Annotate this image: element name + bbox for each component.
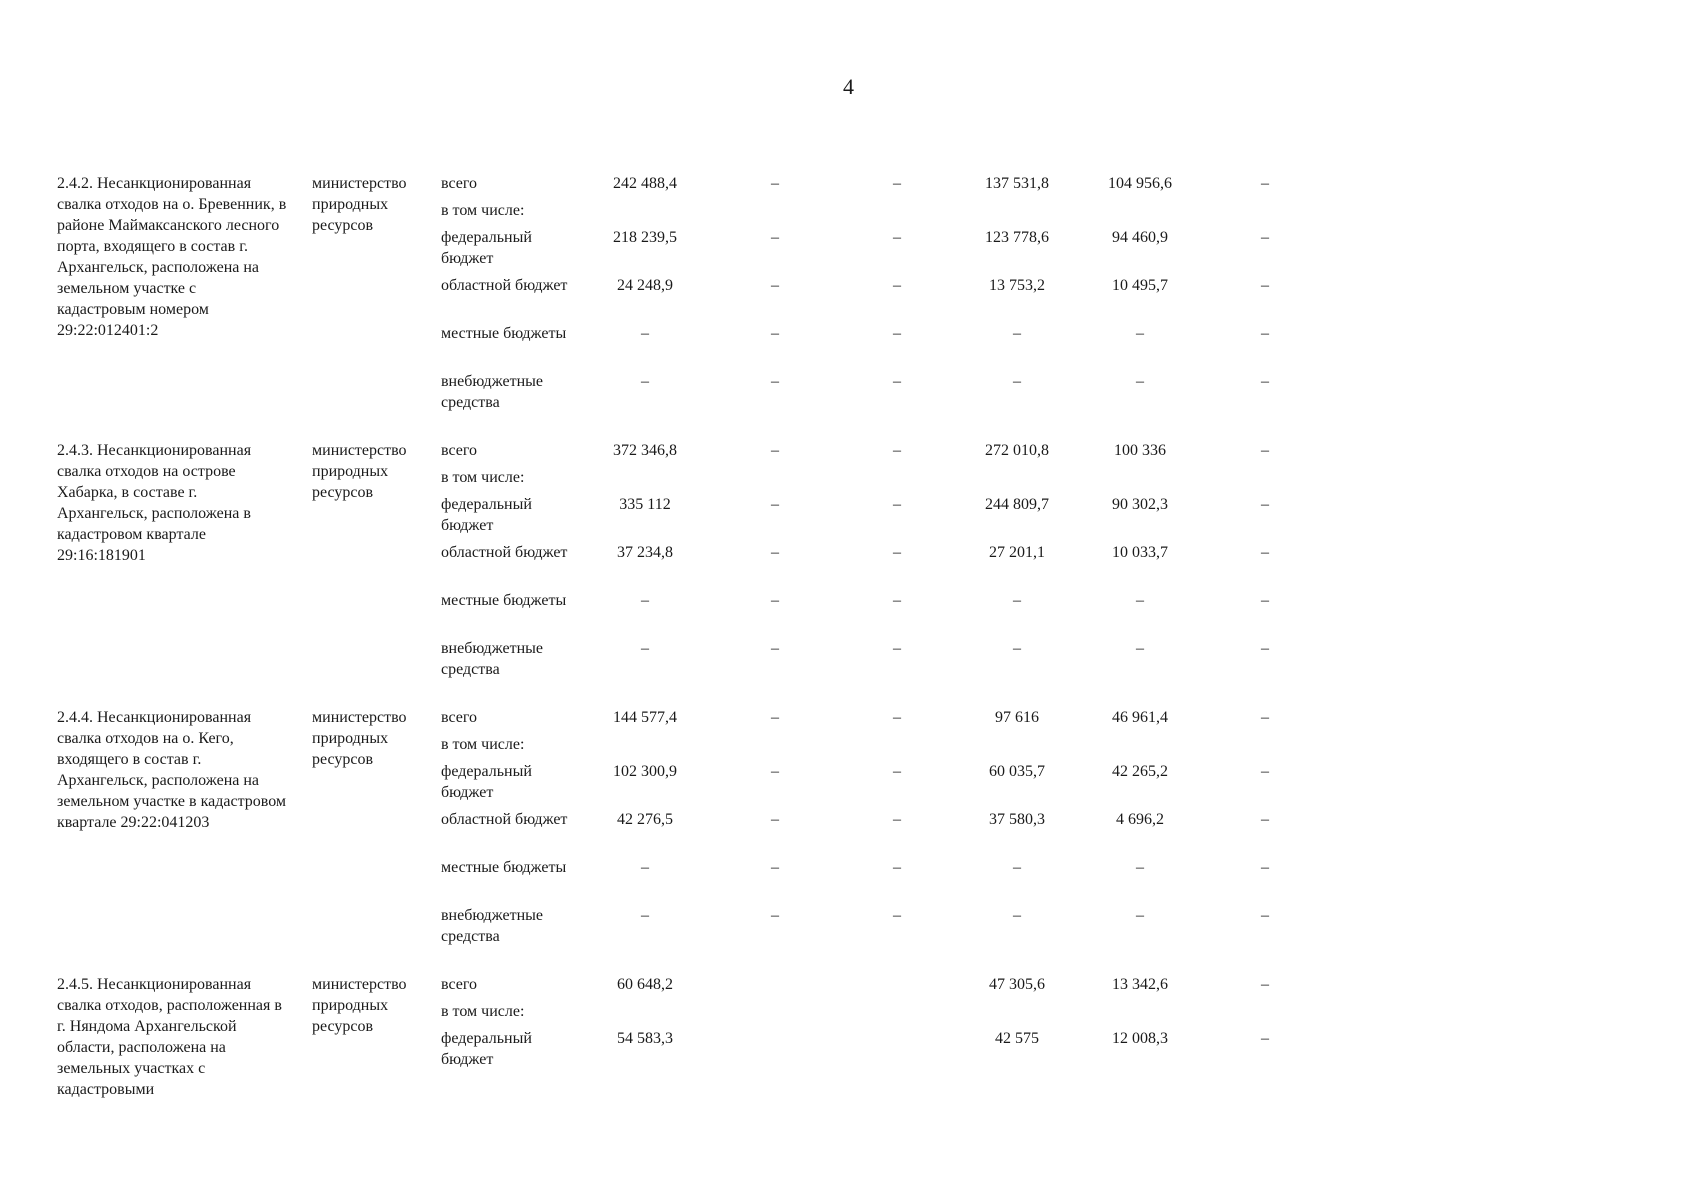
amount-cell: – xyxy=(641,373,649,390)
amount-cell: – xyxy=(893,544,901,561)
amount-cell: 97 616 xyxy=(995,709,1039,726)
amount-cell: – xyxy=(1013,325,1021,342)
amount-cell: 100 336 xyxy=(1114,442,1166,459)
table-row xyxy=(0,1028,1697,1076)
amount-cell: – xyxy=(893,229,901,246)
amount-cell: – xyxy=(1261,592,1269,609)
amount-cell: – xyxy=(893,709,901,726)
executor-cell: министерство природных ресурсов xyxy=(312,175,407,234)
amount-cell: 42 276,5 xyxy=(617,811,673,828)
funding-source: в том числе: xyxy=(441,202,525,219)
amount-cell: – xyxy=(1013,907,1021,924)
amount-cell: – xyxy=(1013,640,1021,657)
amount-cell: 272 010,8 xyxy=(985,442,1049,459)
funding-source: местные бюджеты xyxy=(441,325,567,342)
amount-cell: – xyxy=(1013,373,1021,390)
amount-cell: – xyxy=(893,859,901,876)
amount-cell: 242 488,4 xyxy=(613,175,677,192)
amount-cell: – xyxy=(771,277,779,294)
amount-cell: – xyxy=(771,763,779,780)
amount-cell: – xyxy=(771,640,779,657)
amount-cell: 4 696,2 xyxy=(1116,811,1164,828)
amount-cell: – xyxy=(1261,709,1269,726)
executor-cell: министерство природных ресурсов xyxy=(312,709,407,768)
executor-cell: министерство природных ресурсов xyxy=(312,976,407,1035)
amount-cell: 37 580,3 xyxy=(989,811,1045,828)
amount-cell: – xyxy=(771,229,779,246)
funding-source: всего xyxy=(441,175,478,192)
measure-name: 2.4.3. Несанкционированная свалка отходов на острове Хабарка, в составе г. Архангельск, расположена в кадастровом квартале 29:16:181901 xyxy=(57,442,252,564)
executor-cell: министерство природных ресурсов xyxy=(312,442,407,501)
amount-cell: 13 753,2 xyxy=(989,277,1045,294)
amount-cell: – xyxy=(771,325,779,342)
funding-source: всего xyxy=(441,709,478,726)
amount-cell: – xyxy=(1261,859,1269,876)
amount-cell: – xyxy=(1261,373,1269,390)
amount-cell: 123 778,6 xyxy=(985,229,1049,246)
table-row xyxy=(0,323,1697,371)
amount-cell: – xyxy=(1261,442,1269,459)
funding-source: областной бюджет xyxy=(441,277,568,294)
table-row xyxy=(0,809,1697,857)
amount-cell: – xyxy=(893,592,901,609)
amount-cell: 42 575 xyxy=(995,1030,1039,1047)
amount-cell: – xyxy=(641,325,649,342)
amount-cell: – xyxy=(1136,640,1144,657)
amount-cell: – xyxy=(1261,763,1269,780)
funding-source: федеральный бюджет xyxy=(441,763,532,801)
amount-cell: – xyxy=(641,907,649,924)
funding-source: в том числе: xyxy=(441,469,525,486)
amount-cell: – xyxy=(893,373,901,390)
amount-cell: – xyxy=(893,640,901,657)
table-row xyxy=(0,857,1697,905)
funding-source: внебюджетные средства xyxy=(441,640,543,678)
amount-cell: 10 495,7 xyxy=(1112,277,1168,294)
funding-source: областной бюджет xyxy=(441,811,568,828)
funding-source: местные бюджеты xyxy=(441,859,567,876)
amount-cell: 47 305,6 xyxy=(989,976,1045,993)
table-row xyxy=(0,761,1697,809)
amount-cell: – xyxy=(641,592,649,609)
table-row xyxy=(0,542,1697,590)
amount-cell: – xyxy=(1136,907,1144,924)
amount-cell: – xyxy=(893,325,901,342)
amount-cell: – xyxy=(1261,544,1269,561)
funding-source: федеральный бюджет xyxy=(441,229,532,267)
amount-cell: 27 201,1 xyxy=(989,544,1045,561)
amount-cell: 60 035,7 xyxy=(989,763,1045,780)
amount-cell: 144 577,4 xyxy=(613,709,677,726)
table-row xyxy=(0,371,1697,419)
funding-source: федеральный бюджет xyxy=(441,496,532,534)
amount-cell: – xyxy=(771,859,779,876)
funding-source: областной бюджет xyxy=(441,544,568,561)
measure-name: 2.4.5. Несанкционированная свалка отходов, расположенная в г. Няндома Архангельской области, расположена на земельных участках с кадастровыми xyxy=(57,976,282,1098)
amount-cell: – xyxy=(1261,175,1269,192)
amount-cell: – xyxy=(771,175,779,192)
amount-cell: – xyxy=(893,763,901,780)
funding-source: федеральный бюджет xyxy=(441,1030,532,1068)
amount-cell: – xyxy=(893,496,901,513)
funding-source: внебюджетные средства xyxy=(441,373,543,411)
amount-cell: 104 956,6 xyxy=(1108,175,1172,192)
amount-cell: – xyxy=(641,859,649,876)
amount-cell: – xyxy=(771,544,779,561)
amount-cell: 12 008,3 xyxy=(1112,1030,1168,1047)
measure-name: 2.4.4. Несанкционированная свалка отходов на о. Кего, входящего в состав г. Архангельск, расположена на земельном участке в кадастровом квартале 29:22:041203 xyxy=(57,709,287,831)
amount-cell: – xyxy=(1136,325,1144,342)
amount-cell: 102 300,9 xyxy=(613,763,677,780)
amount-cell: – xyxy=(771,592,779,609)
amount-cell: – xyxy=(893,277,901,294)
amount-cell: – xyxy=(1136,373,1144,390)
funding-source: в том числе: xyxy=(441,736,525,753)
funding-source: всего xyxy=(441,976,478,993)
amount-cell: 13 342,6 xyxy=(1112,976,1168,993)
amount-cell: 372 346,8 xyxy=(613,442,677,459)
amount-cell: – xyxy=(1261,976,1269,993)
amount-cell: – xyxy=(1261,277,1269,294)
amount-cell: – xyxy=(893,175,901,192)
amount-cell: – xyxy=(893,907,901,924)
amount-cell: – xyxy=(1261,811,1269,828)
amount-cell: – xyxy=(893,811,901,828)
table-row xyxy=(0,590,1697,638)
amount-cell: – xyxy=(771,373,779,390)
amount-cell: 42 265,2 xyxy=(1112,763,1168,780)
table-row xyxy=(0,905,1697,953)
table-row xyxy=(0,227,1697,275)
amount-cell: – xyxy=(1136,592,1144,609)
amount-cell: 137 531,8 xyxy=(985,175,1049,192)
funding-source: в том числе: xyxy=(441,1003,525,1020)
table-row xyxy=(0,494,1697,542)
funding-source: внебюджетные средства xyxy=(441,907,543,945)
amount-cell: – xyxy=(771,811,779,828)
amount-cell: – xyxy=(1136,859,1144,876)
funding-source: местные бюджеты xyxy=(441,592,567,609)
amount-cell: 90 302,3 xyxy=(1112,496,1168,513)
amount-cell: 37 234,8 xyxy=(617,544,673,561)
amount-cell: 218 239,5 xyxy=(613,229,677,246)
amount-cell: 335 112 xyxy=(619,496,671,513)
table-row xyxy=(0,638,1697,686)
amount-cell: – xyxy=(1261,496,1269,513)
amount-cell: – xyxy=(1261,325,1269,342)
amount-cell: 94 460,9 xyxy=(1112,229,1168,246)
amount-cell: – xyxy=(1261,1030,1269,1047)
amount-cell: 244 809,7 xyxy=(985,496,1049,513)
amount-cell: – xyxy=(893,442,901,459)
funding-source: всего xyxy=(441,442,478,459)
amount-cell: – xyxy=(1261,907,1269,924)
amount-cell: – xyxy=(1013,592,1021,609)
amount-cell: – xyxy=(771,442,779,459)
amount-cell: 24 248,9 xyxy=(617,277,673,294)
page-number: 4 xyxy=(843,74,854,99)
amount-cell: 54 583,3 xyxy=(617,1030,673,1047)
amount-cell: – xyxy=(1261,229,1269,246)
amount-cell: – xyxy=(771,709,779,726)
amount-cell: – xyxy=(641,640,649,657)
amount-cell: – xyxy=(771,496,779,513)
amount-cell: 46 961,4 xyxy=(1112,709,1168,726)
amount-cell: 60 648,2 xyxy=(617,976,673,993)
amount-cell: – xyxy=(1013,859,1021,876)
table-row xyxy=(0,275,1697,323)
amount-cell: – xyxy=(1261,640,1269,657)
amount-cell: 10 033,7 xyxy=(1112,544,1168,561)
amount-cell: – xyxy=(771,907,779,924)
measure-name: 2.4.2. Несанкционированная свалка отходов на о. Бревенник, в районе Маймаксанского лесного порта, входящего в состав г. Архангельск, расположена на земельном участке с кадастровым номером 29:22:012401:2 xyxy=(57,175,287,339)
